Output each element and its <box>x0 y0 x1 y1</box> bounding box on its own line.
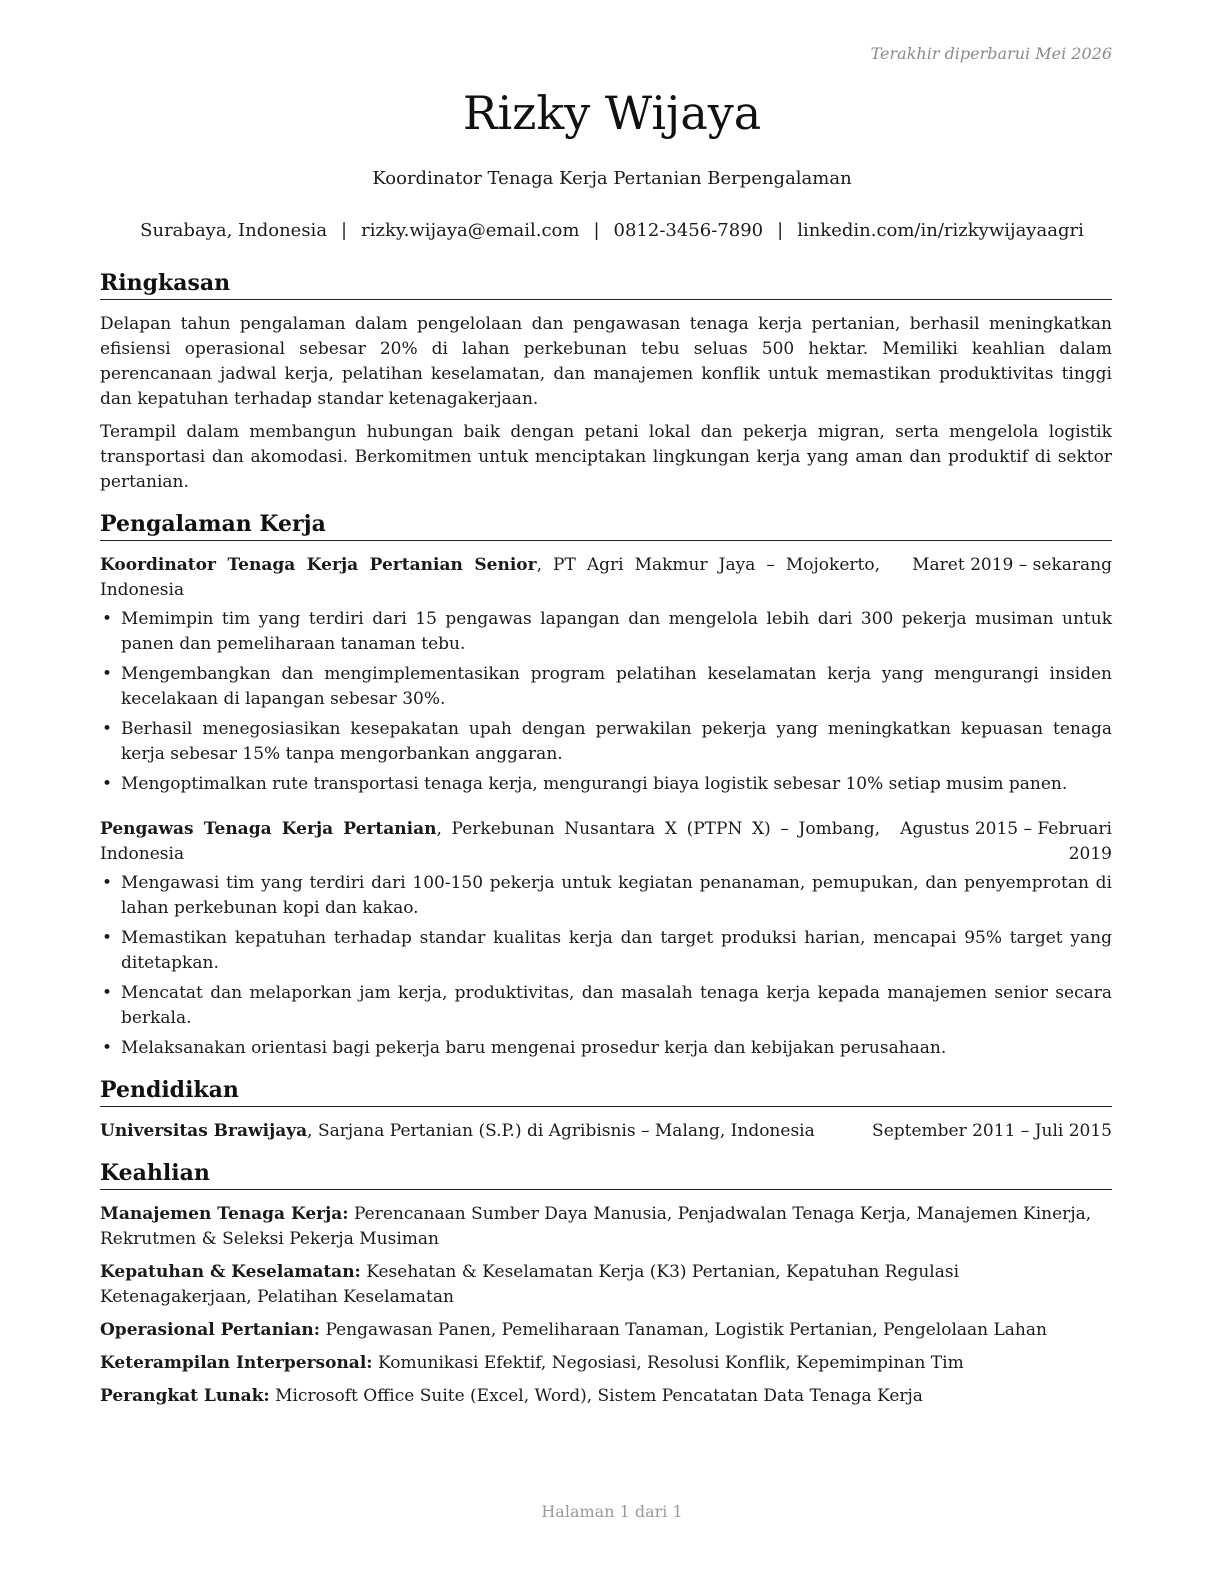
job-role: Pengawas Tenaga Kerja Pertanian <box>100 819 437 839</box>
resume-content <box>100 268 1112 1423</box>
job-bullet: • Memastikan kepatuhan terhadap standar kualitas kerja dan target produksi harian, mencapai 95% target yang ditetapkan. <box>100 926 1112 976</box>
education-line <box>100 1119 860 1144</box>
skill-value: Komunikasi Efektif, Negosiasi, Resolusi Konflik, Kepemimpinan Tim <box>372 1353 964 1373</box>
summary-paragraph: Delapan tahun pengalaman dalam pengelolaan dan pengawasan tenaga kerja pertanian, berhasil meningkatkan efisiensi operasional sebesar 20% di lahan perkebunan tebu seluas 500 hektar. Memiliki keahlian dalam perencanaan jadwal kerja, pelatihan keselamatan, dan manajemen konflik untuk memastikan produktivitas tinggi dan kepatuhan terhadap standar ketenagakerjaan. <box>100 314 1112 409</box>
job-bullet: • Mengawasi tim yang terdiri dari 100-150 pekerja untuk kegiatan penanaman, pemupukan, dan penyemprotan di lahan perkebunan kopi dan kakao. <box>100 871 1112 921</box>
job-bullet: • Mencatat dan melaporkan jam kerja, produktivitas, dan masalah tenaga kerja kepada manajemen senior secara berkala. <box>100 981 1112 1031</box>
skill-value: Pengawasan Panen, Pemeliharaan Tanaman, Logistik Pertanian, Pengelolaan Lahan <box>320 1320 1047 1340</box>
contact-phone: 0812-3456-7890 <box>613 220 764 241</box>
job-bullet: • Mengembangkan dan mengimplementasikan program pelatihan keselamatan kerja yang mengurangi insiden kecelakaan di lapangan sebesar 30%. <box>100 662 1112 712</box>
summary-section <box>100 268 1112 495</box>
summary-paragraph: Terampil dalam membangun hubungan baik dengan petani lokal dan pekerja migran, serta mengelola logistik transportasi dan akomodasi. Berkomitmen untuk menciptakan lingkungan kerja yang aman dan produktif di sektor pertanian. <box>100 422 1112 492</box>
job-bullet: • Mengoptimalkan rute transportasi tenaga kerja, mengurangi biaya logistik sebesar 10% setiap musim panen. <box>100 772 1112 797</box>
skill-value: Perencanaan Sumber Daya Manusia, Penjadwalan Tenaga Kerja, Manajemen Kinerja, Rekrutmen & Seleksi Pekerja Musiman <box>100 1204 1092 1249</box>
skill-row <box>100 1351 1112 1376</box>
job-dates: Maret 2019 – sekarang <box>912 555 1112 575</box>
skill-row <box>100 1384 1112 1409</box>
skill-value: Microsoft Office Suite (Excel, Word), Sistem Pencatatan Data Tenaga Kerja <box>269 1386 923 1406</box>
skill-row <box>100 1318 1112 1343</box>
education-entry <box>100 1119 1112 1144</box>
contact-separator: | <box>341 220 348 241</box>
experience-section <box>100 509 1112 1061</box>
job-organization: , Perkebunan Nusantara X (PTPN X) – Jombang, Indonesia <box>100 819 880 864</box>
job-title-line <box>100 817 880 867</box>
job-role: Koordinator Tenaga Kerja Pertanian Senior <box>100 555 537 575</box>
job-title-line <box>100 553 880 603</box>
skill-label: Operasional Pertanian: <box>100 1320 321 1340</box>
contact-separator: | <box>593 220 600 241</box>
contact-separator: | <box>777 220 784 241</box>
job-entry <box>100 553 1112 797</box>
skill-label: Manajemen Tenaga Kerja: <box>100 1204 349 1224</box>
experience-heading: Pengalaman Kerja <box>100 509 1112 541</box>
skill-row <box>100 1202 1112 1252</box>
education-section <box>100 1075 1112 1144</box>
job-header <box>100 553 1112 603</box>
education-heading: Pendidikan <box>100 1075 1112 1107</box>
education-degree: , Sarjana Pertanian (S.P.) di Agribisnis – Malang, Indonesia <box>307 1121 815 1141</box>
candidate-name: Rizky Wijaya <box>462 86 762 140</box>
job-bullets <box>100 871 1112 1061</box>
skill-label: Kepatuhan & Keselamatan: <box>100 1262 361 1282</box>
skill-row <box>100 1260 1112 1310</box>
contact-email[interactable]: rizky.wijaya@email.com <box>361 220 580 241</box>
candidate-headline: Koordinator Tenaga Kerja Pertanian Berpengalaman <box>372 168 852 189</box>
education-dates: September 2011 – Juli 2015 <box>872 1121 1112 1141</box>
last-updated-note: Terakhir diperbarui Mei 2026 <box>870 44 1112 63</box>
job-bullet: • Berhasil menegosiasikan kesepakatan upah dengan perwakilan pekerja yang meningkatkan kepuasan tenaga kerja sebesar 15% tanpa mengorbankan anggaran. <box>100 717 1112 767</box>
job-entry <box>100 817 1112 1061</box>
skills-section <box>100 1158 1112 1409</box>
job-bullet: • Memimpin tim yang terdiri dari 15 pengawas lapangan dan mengelola lebih dari 300 pekerja musiman untuk panen dan pemeliharaan tanaman tebu. <box>100 607 1112 657</box>
skill-label: Perangkat Lunak: <box>100 1386 270 1406</box>
skill-value: Kesehatan & Keselamatan Kerja (K3) Pertanian, Kepatuhan Regulasi Ketenagakerjaan, Pelatihan Keselamatan <box>100 1262 960 1307</box>
job-header <box>100 817 1112 867</box>
job-organization: , PT Agri Makmur Jaya – Mojokerto, Indonesia <box>100 555 880 600</box>
skill-label: Keterampilan Interpersonal: <box>100 1353 373 1373</box>
job-dates: Agustus 2015 – Februari 2019 <box>900 819 1112 864</box>
job-bullet: • Melaksanakan orientasi bagi pekerja baru mengenai prosedur kerja dan kebijakan perusahaan. <box>100 1036 1112 1061</box>
job-bullets <box>100 607 1112 797</box>
education-school: Universitas Brawijaya <box>100 1121 308 1141</box>
contact-line <box>0 220 1224 241</box>
summary-heading: Ringkasan <box>100 268 1112 300</box>
contact-location: Surabaya, Indonesia <box>140 220 328 241</box>
contact-linkedin[interactable]: linkedin.com/in/rizkywijayaagri <box>797 220 1084 241</box>
page-number-footer: Halaman 1 dari 1 <box>541 1502 683 1521</box>
skills-heading: Keahlian <box>100 1158 1112 1190</box>
